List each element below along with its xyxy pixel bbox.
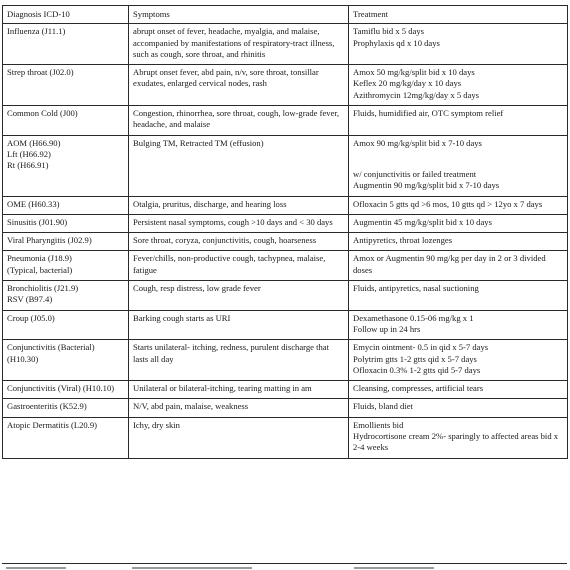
symptoms-cell: Bulging TM, Retracted TM (effusion) [129,135,349,196]
diagnosis-line: OME (H60.33) [7,198,60,209]
diagnosis-cell [3,310,129,340]
diagnosis-line: (Typical, bacterial) [7,264,73,275]
treatment-cell [349,381,568,399]
diagnosis-cell [3,135,129,196]
table-row [3,310,568,340]
symptoms-cell: Otalgia, pruritus, discharge, and hearing loss [129,196,349,214]
table-row [3,381,568,399]
treatment-cell [349,399,568,417]
diagnosis-line: Strep throat (J02.0) [7,67,74,78]
treatment-cell [349,65,568,106]
diagnosis-cell [3,399,129,417]
diagnosis-cell [3,281,129,311]
symptoms-cell: Abrupt onset fever, abd pain, n/v, sore throat, tonsillar exudates, enlarged cervical nodes, rash [129,65,349,106]
table-row [3,251,568,281]
treatment-line: Dexamethasone 0.15-06 mg/kg x 1 [353,312,474,323]
diagnosis-cell [3,65,129,106]
diagnosis-line: Common Cold (J00) [7,108,78,119]
diagnosis-line: Gastroenteritis (K52.9) [7,401,87,412]
diagnosis-line: Conjunctivitis (Viral) (H10.10) [7,383,115,394]
table-row [3,65,568,106]
table-row [3,106,568,136]
diagnosis-cell [3,340,129,381]
treatment-line: Hydrocortisone cream 2%- sparingly to affected areas bid x 2-4 weeks [353,431,559,453]
treatment-line: Polytrim gtts 1-2 gtts qid x 5-7 days [353,353,477,364]
treatment-line: Fluids, antipyretics, nasal suctioning [353,283,479,294]
symptoms-cell: Fever/chills, non-productive cough, tachypnea, malaise, fatigue [129,251,349,281]
table-row [3,196,568,214]
treatment-line: Keflex 20 mg/kg/day x 10 days [353,78,462,89]
table-row [3,233,568,251]
treatment-line: Antipyretics, throat lozenges [353,235,453,246]
diagnosis-line: Viral Pharyngitis (J02.9) [7,235,92,246]
treatment-cell [349,281,568,311]
symptoms-cell: Starts unilateral- itching, redness, purulent discharge that lasts all day [129,340,349,381]
cut-off-text-fragment [354,567,434,569]
treatment-line: w/ conjunctivitis or failed treatment [353,168,477,179]
treatment-cell [349,196,568,214]
cut-off-text-fragment [6,567,66,569]
diagnosis-line: Lft (H66.92) [7,148,51,159]
diagnosis-line: Bronchiolitis (J21.9) [7,283,79,294]
header-symptoms: Symptoms [129,6,349,24]
treatment-line: Amox 50 mg/kg/split bid x 10 days [353,67,475,78]
treatment-cell [349,310,568,340]
diagnosis-line: Influenza (J11.1) [7,26,66,37]
symptoms-cell: Sore throat, coryza, conjunctivitis, cough, hoarseness [129,233,349,251]
diagnosis-line: Atopic Dermatitis (L20.9) [7,419,97,430]
diagnosis-line: Conjunctivitis (Bacterial) (H10.30) [7,342,95,364]
table-row [3,135,568,196]
header-treatment: Treatment [349,6,568,24]
treatment-line: Emollients bid [353,419,404,430]
treatment-line: Azithromycin 12mg/kg/day x 5 days [353,89,480,100]
diagnosis-line: Pneumonia (J18.9) [7,253,72,264]
diagnosis-line: RSV (B97.4) [7,294,53,305]
table-row [3,281,568,311]
treatment-line: Tamiflu bid x 5 days [353,26,425,37]
diagnosis-cell [3,24,129,65]
treatment-line: Augmentin 45 mg/kg/split bid x 10 days [353,216,492,227]
symptoms-cell: Barking cough starts as URI [129,310,349,340]
treatment-line: Fluids, humidified air, OTC symptom relief [353,108,504,119]
treatment-line: Fluids, bland diet [353,401,413,412]
treatment-cell [349,340,568,381]
treatment-cell [349,106,568,136]
treatment-line: Emycin ointment- 0.5 in qid x 5-7 days [353,342,489,353]
treatment-cell [349,135,568,196]
treatment-line: Prophylaxis qd x 10 days [353,37,440,48]
treatment-line: Augmentin 90 mg/kg/split bid x 7-10 days [353,180,500,191]
diagnosis-line: Croup (J05.0) [7,312,55,323]
treatment-spacer [353,149,564,159]
treatment-line: Cleansing, compresses, artificial tears [353,383,484,394]
diagnosis-cell [3,251,129,281]
diagnosis-table [2,5,568,459]
diagnosis-line: AOM (H66.90) [7,137,61,148]
diagnosis-line: Sinusitis (J01.90) [7,216,68,227]
table-row [3,340,568,381]
symptoms-cell: Persistent nasal symptoms, cough >10 days and < 30 days [129,214,349,232]
diagnosis-cell [3,214,129,232]
symptoms-cell: Cough, resp distress, low grade fever [129,281,349,311]
diagnosis-line: Rt (H66.91) [7,160,49,171]
treatment-cell [349,24,568,65]
symptoms-cell: abrupt onset of fever, headache, myalgia, and malaise, accompanied by manifestations of respiratory-tract illness, such as cough, sore throat, and rhinitis [129,24,349,65]
table-header-row [3,6,568,24]
symptoms-cell: Congestion, rhinorrhea, sore throat, cough, low-grade fever, headache, and malaise [129,106,349,136]
diagnosis-cell [3,196,129,214]
header-diagnosis: Diagnosis ICD-10 [3,6,129,24]
table-row [3,214,568,232]
table-row [3,399,568,417]
diagnosis-cell [3,381,129,399]
treatment-line: Follow up in 24 hrs [353,323,421,334]
treatment-line: Amox or Augmentin 90 mg/kg per day in 2 or 3 divided doses [353,253,546,275]
treatment-line: Amox 90 mg/kg/split bid x 7-10 days [353,137,482,148]
table-row [3,24,568,65]
treatment-spacer [353,159,564,169]
symptoms-cell: Ichy, dry skin [129,417,349,458]
table-row [3,417,568,458]
cut-off-text-fragment [132,567,252,569]
treatment-cell [349,251,568,281]
diagnosis-cell [3,106,129,136]
treatment-cell [349,417,568,458]
treatment-line: Ofloxacin 0.3% 1-2 gtts qid 5-7 days [353,364,481,375]
treatment-cell [349,233,568,251]
treatment-line: Ofloxacin 5 gtts qd >6 mos, 10 gtts qd > 12yo x 7 days [353,198,543,209]
treatment-cell [349,214,568,232]
symptoms-cell: Unilateral or bilateral-itching, tearing matting in am [129,381,349,399]
diagnosis-cell [3,417,129,458]
cut-off-row [2,563,567,570]
symptoms-cell: N/V, abd pain, malaise, weakness [129,399,349,417]
diagnosis-cell [3,233,129,251]
